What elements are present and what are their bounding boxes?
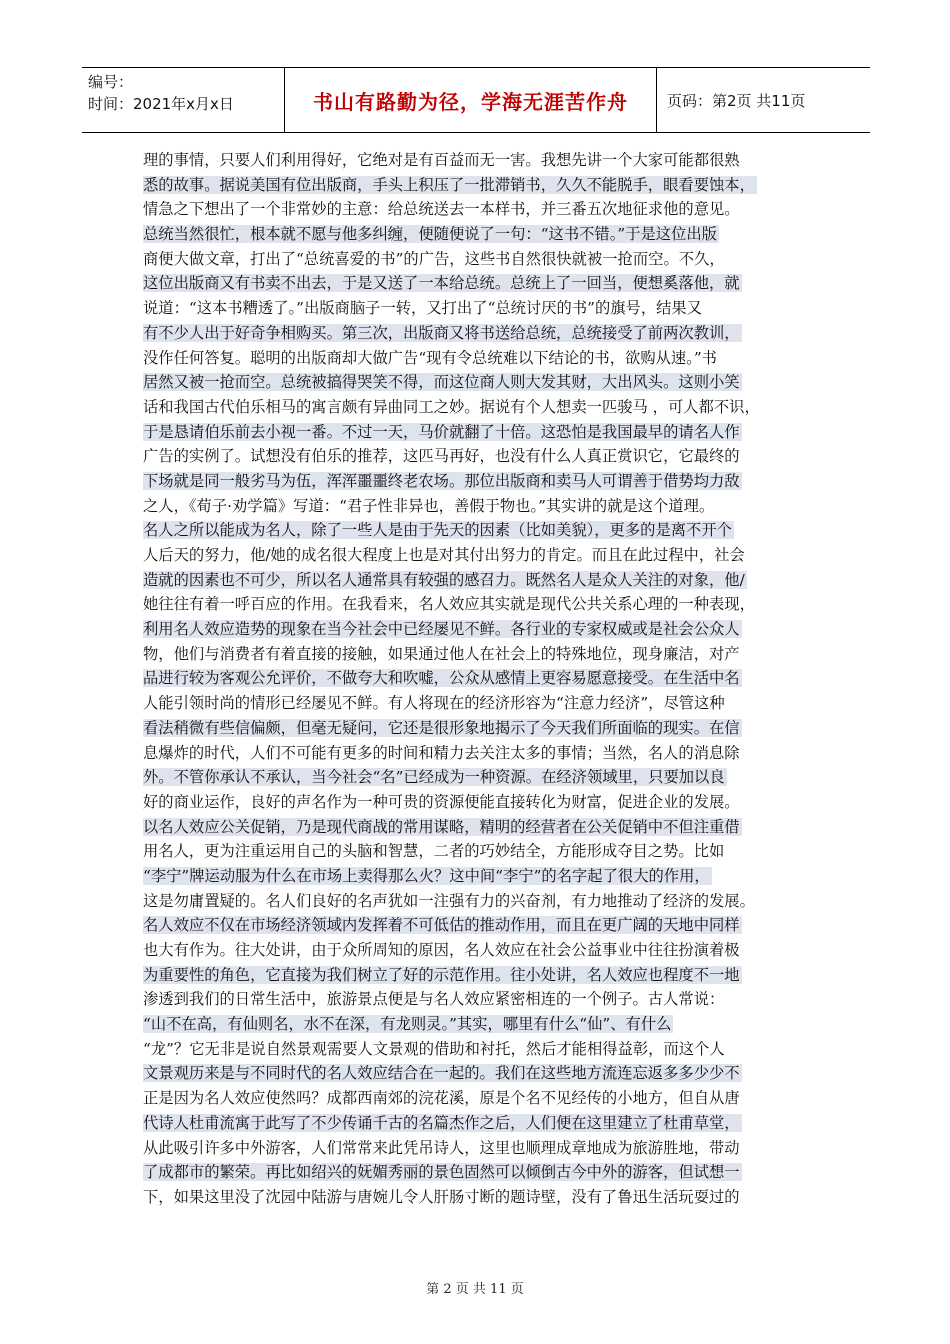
text-line-content: 利用名人效应造势的现象在当今社会中已经屡见不鲜。各行业的专家权威或是社会公众人: [143, 620, 740, 639]
text-line-content: 下场就是同一般劣马为伍，浑浑噩噩终老农场。那位出版商和卖马人可谓善于借势均力敌: [143, 471, 740, 490]
text-line: [143, 346, 819, 371]
text-line-content: 下，如果这里没了沈园中陆游与唐婉儿令人肝肠寸断的题诗壁，没有了鲁迅生活玩耍过的: [143, 1187, 740, 1206]
page-footer: [0, 1278, 950, 1297]
text-line: [143, 197, 819, 222]
text-line: [143, 1086, 819, 1111]
text-line: [143, 592, 819, 617]
text-line: [143, 222, 819, 247]
text-line-content: 人后天的努力，他/她的成名很大程度上也是对其付出努力的肯定。而且在此过程中，社会: [143, 546, 745, 564]
text-line-content: 息爆炸的时代，人们不可能有更多的时间和精力去关注太多的事情；当然，名人的消息除: [143, 743, 740, 762]
text-line-content: 情急之下想出了一个非常妙的主意：给总统送去一本样书，并三番五次地征求他的意见。: [143, 200, 740, 219]
text-line: [143, 913, 819, 938]
text-line-content: 有不少人出于好奇争相购买。第三次，出版商又将书送给总统，总统接受了前两次教训，: [143, 323, 740, 342]
header-meta: [82, 68, 284, 132]
text-line: [143, 395, 819, 420]
text-line-content: 人能引领时尚的情形已经屡见不鲜。有人将现在的经济形容为“注意力经济”，尽管这种: [143, 694, 725, 713]
text-line: [143, 666, 819, 691]
text-line-content: “山不在高，有仙则名，水不在深，有龙则灵。”其实，哪里有什么“仙”、有什么: [143, 1015, 672, 1034]
text-line: [143, 420, 819, 445]
text-line-content: 说道：“这本书糟透了。”出版商脑子一转，又打出了“总统讨厌的书”的旗号，结果又: [143, 299, 703, 318]
text-line: [143, 1185, 819, 1210]
text-line-content: “龙”？它无非是说自然景观需要人文景观的借助和衬托，然后才能相得益彰，而这个人: [143, 1039, 725, 1058]
text-line: [143, 691, 819, 716]
text-line-content: 名人效应不仅在市场经济领域内发挥着不可低估的推动作用，而且在更广阔的天地中同样: [143, 916, 740, 935]
text-line-content: 物，他们与消费者有着直接的接触，如果通过他人在社会上的特殊地位，现身廉洁，对产: [143, 644, 740, 663]
text-line-content: 以名人效应公关促销，乃是现代商战的常用谋略，精明的经营者在公关促销中不但注重借: [143, 817, 740, 836]
text-line-content: 于是恳请伯乐前去小视一番。不过一天，马价就翻了十倍。这恐怕是我国最早的请名人作: [143, 422, 740, 441]
text-line-content: 她往往有着一呼百应的作用。在我看来，名人效应其实就是现代公共关系心理的一种表现，: [143, 595, 755, 614]
text-line: [143, 1037, 819, 1062]
text-line-content: 总统当然很忙，根本就不愿与他多纠缠，便随便说了一句：“这书不错。”于是这位出版: [143, 225, 717, 244]
text-line: [143, 296, 819, 321]
text-line: [143, 148, 819, 173]
text-line-content: 代诗人杜甫流寓于此写了不少传诵千古的名篇杰作之后，人们便在这里建立了杜甫草堂，: [143, 1113, 740, 1132]
text-line-content: 居然又被一抢而空。总统被搞得哭笑不得，而这位商人则大发其财，大出风头。这则小笑: [143, 373, 740, 392]
text-line-content: 了成都市的繁荣。再比如绍兴的妩媚秀丽的景色固然可以倾倒古今中外的游客，但试想一: [143, 1163, 740, 1182]
text-line: [143, 839, 819, 864]
text-line-content: 渗透到我们的日常生活中，旅游景点便是与名人效应紧密相连的一个例子。古人常说：: [143, 990, 725, 1009]
text-line-content: 商便大做文章，打出了“总统喜爱的书”的广告，这些书自然很快就被一抢而空。不久，: [143, 249, 725, 268]
text-line-content: 之人，《荀子·劝学篇》写道：“君子性非异也，善假于物也。”其实讲的就是这个道理。: [143, 496, 715, 515]
text-line-content: 理的事情，只要人们利用得好，它绝对是有百益而无一害。我想先讲一个大家可能都很熟: [143, 151, 740, 169]
text-line-content: 文景观历来是与不同时代的名人效应结合在一起的。我们在这些地方流连忘返多多少少不: [143, 1064, 740, 1083]
text-line: [143, 963, 819, 988]
time-label: 时间：2021年x月x日: [88, 95, 234, 113]
text-line-content: 也大有作为。往大处讲，由于众所周知的原因，名人效应在社会公益事业中往往扮演着极: [143, 941, 740, 959]
page-label: 页码：第2页 共11页: [667, 91, 806, 110]
text-line: [143, 938, 819, 963]
text-line: [143, 1136, 819, 1161]
header-motto-cell: [284, 68, 657, 132]
text-line: [143, 568, 819, 593]
text-line-content: 这是勿庸置疑的。名人们良好的名声犹如一注强有力的兴奋剂，有力地推动了经济的发展。: [143, 891, 755, 910]
text-line: [143, 864, 819, 889]
text-line-content: 品进行较为客观公允评价，不做夸大和吹嘘，公众从感情上更容易愿意接受。在生活中名: [143, 669, 740, 688]
text-line: [143, 617, 819, 642]
text-line: [143, 444, 819, 469]
text-line: [143, 271, 819, 296]
text-line: [143, 494, 819, 519]
text-line-content: 没作任何答复。聪明的出版商却大做广告“现有令总统难以下结论的书，欲购从速。”书: [143, 348, 717, 367]
text-line: [143, 765, 819, 790]
text-line: [143, 889, 819, 914]
text-line-content: 造就的因素也不可少，所以名人通常具有较强的感召力。既然名人是众人关注的对象，他/: [143, 570, 745, 589]
text-line: [143, 370, 819, 395]
text-line: [143, 518, 819, 543]
text-line-content: 名人之所以能成为名人，除了一些人是由于先天的因素（比如美貌），更多的是离不开个: [143, 521, 732, 540]
text-line-content: 看法稍微有些信偏颇，但毫无疑问，它还是很形象地揭示了今天我们所面临的现实。在信: [143, 718, 740, 737]
text-line: [143, 543, 819, 568]
motto-text: 书山有路勤为径，学海无涯苦作舟: [313, 89, 628, 114]
text-line-content: 好的商业运作，良好的声名作为一种可贵的资源便能直接转化为财富，促进企业的发展。: [143, 792, 740, 811]
text-line-content: “李宁”牌运动服为什么在市场上卖得那么火？这中间“李宁”的名字起了很大的作用，: [143, 866, 710, 885]
page-header: [82, 67, 870, 133]
text-line-content: 话和我国古代伯乐相马的寓言颇有异曲同工之妙。据说有个人想卖一匹骏马 ，可人都不识，: [143, 397, 760, 416]
text-line: [143, 790, 819, 815]
text-line-content: 外。不管你承认不承认，当今社会“名”已经成为一种资源。在经济领域里，只要加以良: [143, 768, 725, 787]
text-line: [143, 247, 819, 272]
text-line: [143, 987, 819, 1012]
text-line: [143, 321, 819, 346]
text-line: [143, 642, 819, 667]
text-line-content: 这位出版商又有书卖不出去，于是又送了一本给总统。总统上了一回当，便想奚落他，就: [143, 274, 740, 293]
text-line: [143, 741, 819, 766]
text-line-content: 从此吸引许多中外游客，人们常常来此凭吊诗人，这里也顺理成章地成为旅游胜地，带动: [143, 1138, 740, 1157]
text-line: [143, 1012, 819, 1037]
text-line: [143, 815, 819, 840]
text-line: [143, 173, 819, 198]
text-line: [143, 716, 819, 741]
text-line: [143, 1061, 819, 1086]
text-line-content: 正是因为名人效应使然吗？成都西南郊的浣花溪，原是个名不见经传的小地方，但自从唐: [143, 1089, 740, 1108]
footer-page-number: 第 2 页 共 11 页: [426, 1282, 524, 1297]
text-line-content: 悉的故事。据说美国有位出版商，手头上积压了一批滞销书，久久不能脱手，眼看要蚀本，: [143, 175, 755, 194]
text-line: [143, 1160, 819, 1185]
text-line-content: 为重要性的角色，它直接为我们树立了好的示范作用。往小处讲，名人效应也程度不一地: [143, 965, 740, 984]
text-line: [143, 469, 819, 494]
header-page-cell: [657, 68, 870, 132]
text-line: [143, 1111, 819, 1136]
number-label: 编号：: [88, 73, 134, 91]
text-line-content: 广告的实例了。试想没有伯乐的推荐，这匹马再好，也没有什么人真正赏识它，它最终的: [143, 447, 740, 466]
body-text: [143, 148, 819, 1210]
text-line-content: 用名人，更为注重运用自己的头脑和智慧，二者的巧妙结全，方能形成夺目之势。比如: [143, 842, 725, 861]
